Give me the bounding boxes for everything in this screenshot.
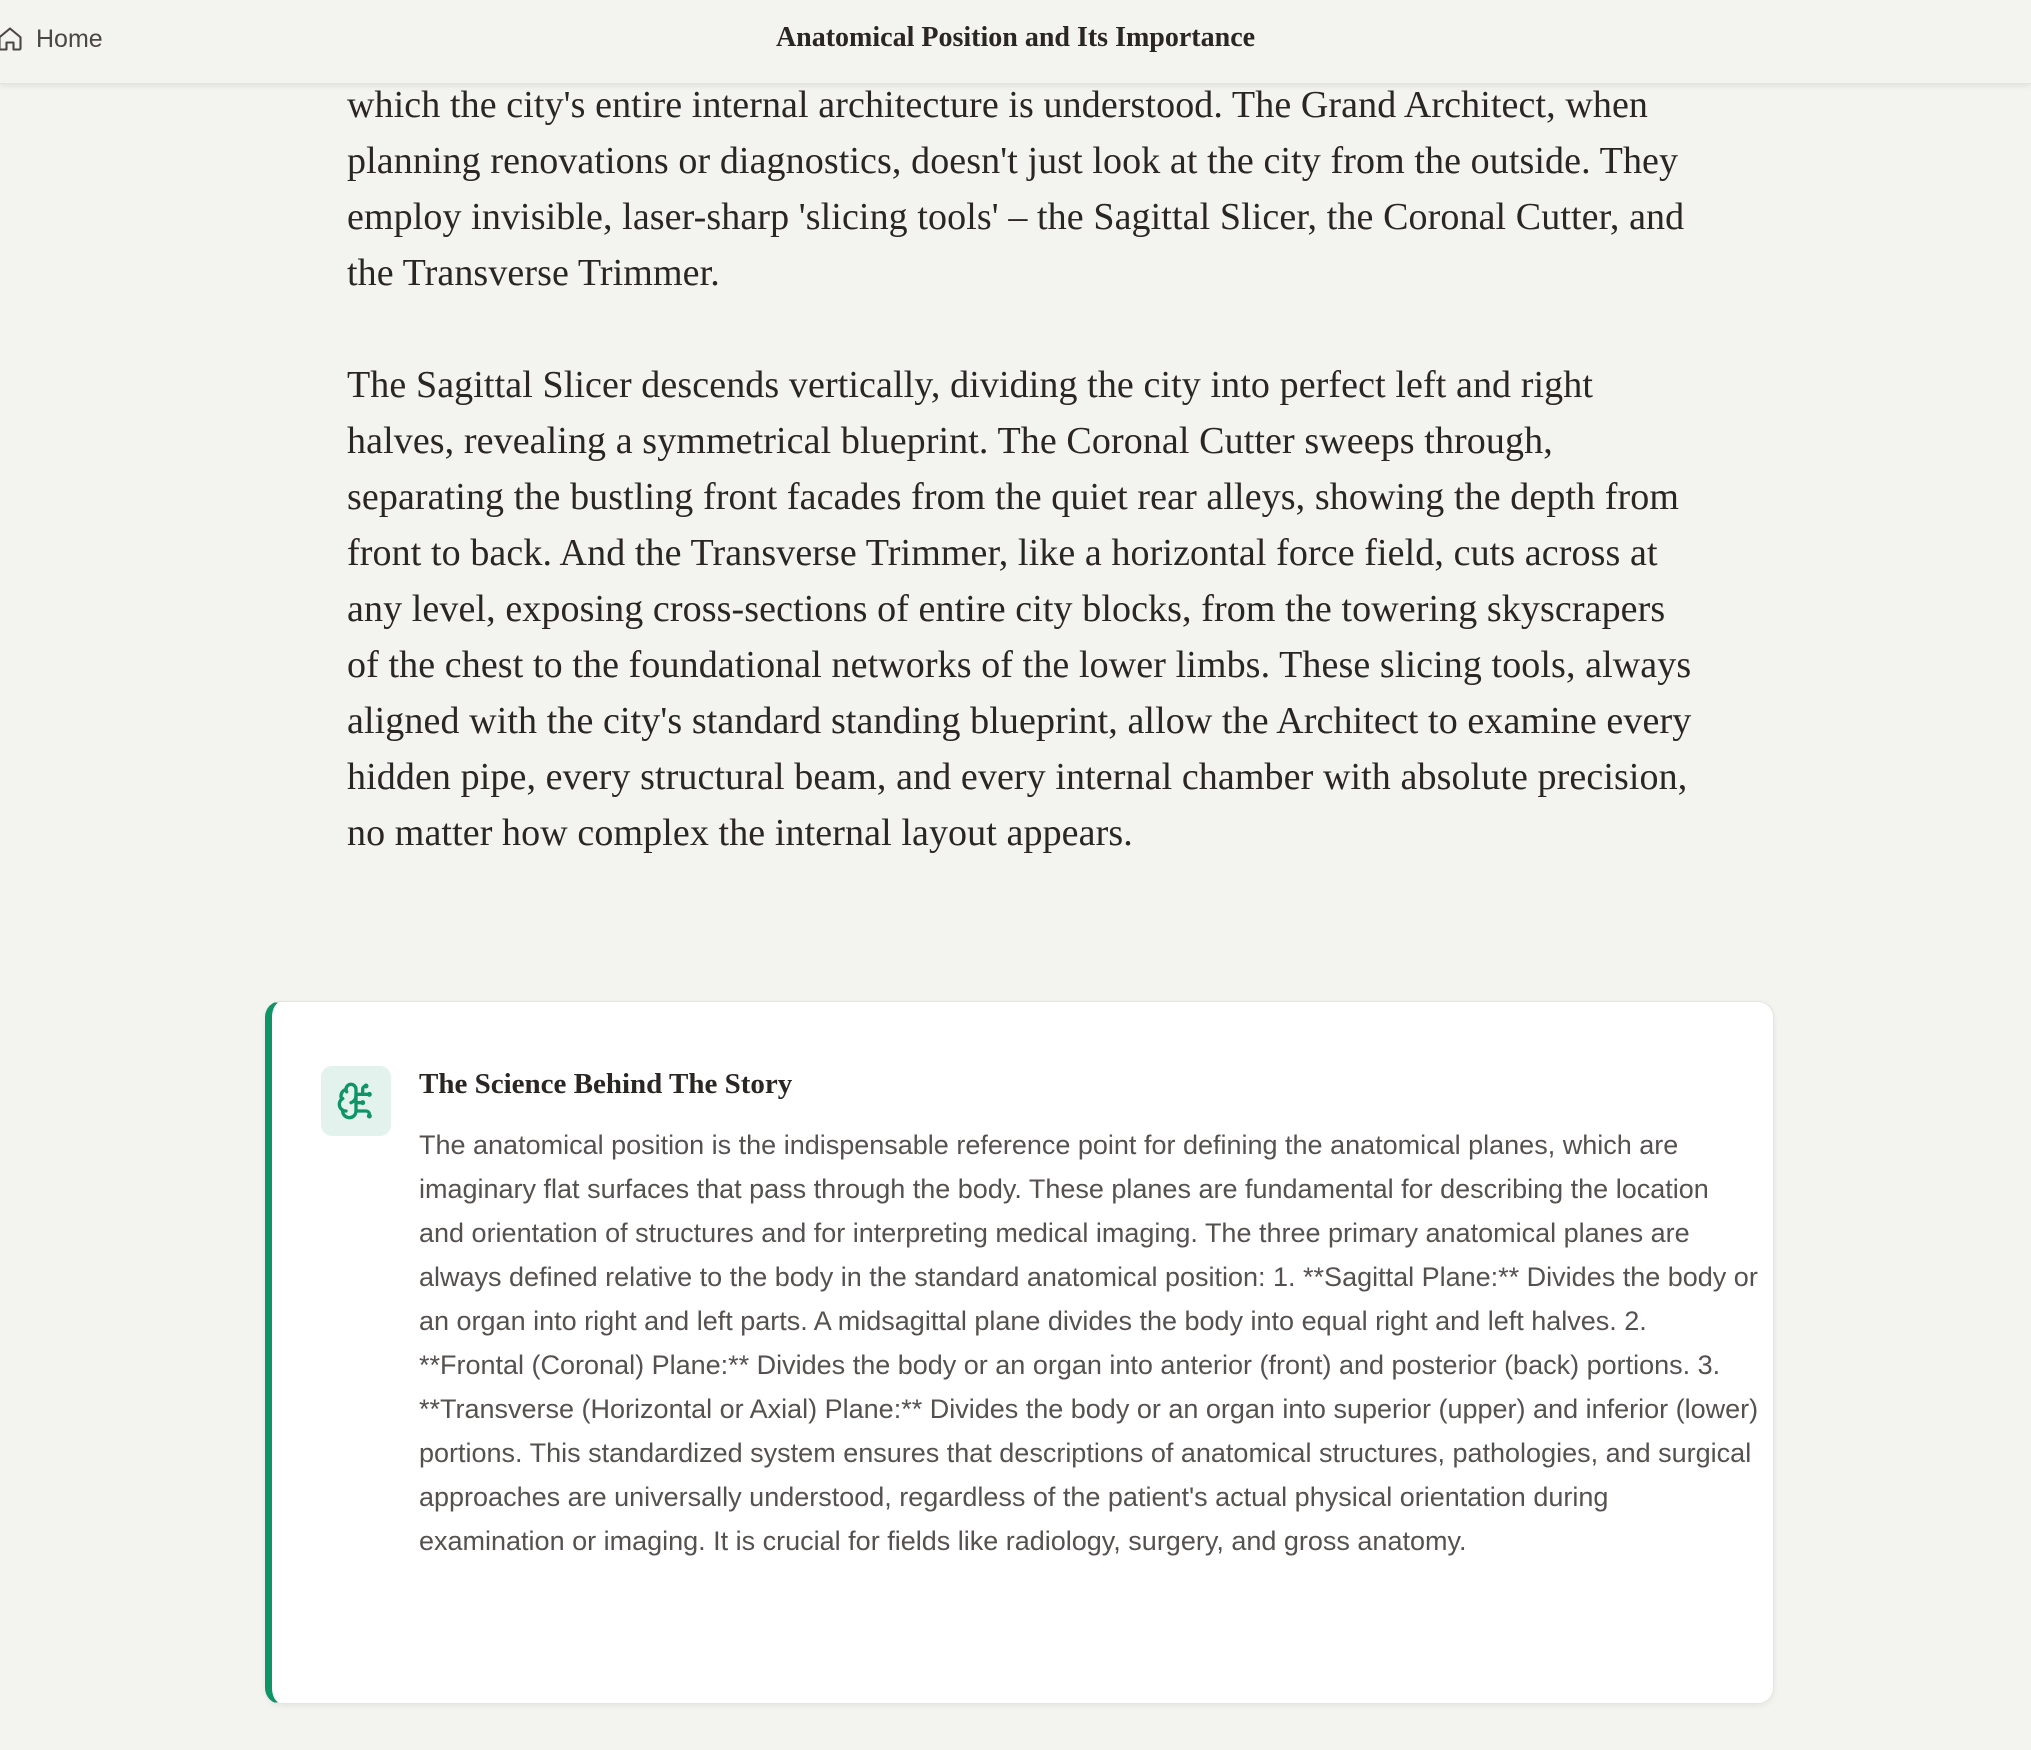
top-bar	[0, 0, 2031, 84]
card-title: The Science Behind The Story	[419, 1068, 793, 1100]
home-label: Home	[36, 24, 103, 53]
card-body-text: The anatomical position is the indispensable reference point for defining the anatomical planes, which are imaginary flat surfaces that pass through the body. These planes are fundamental for describing the location and orientation of structures and for interpreting medical imaging. The three primary anatomical planes are always defined relative to the body in the standard anatomical position: 1. **Sagittal Plane:** Divides the body or an organ into right and left parts. A midsagittal plane divides the body into equal right and left halves. 2. **Frontal (Coronal) Plane:** Divides the body or an organ into anterior (front) and posterior (back) portions. 3. **Transverse (Horizontal or Axial) Plane:** Divides the body or an organ into superior (upper) and inferior (lower) portions. This standardized system ensures that descriptions of anatomical structures, pathologies, and surgical approaches are universally understood, regardless of the patient's actual physical orientation during examination or imaging. It is crucial for fields like radiology, surgery, and gross anatomy.	[419, 1130, 1759, 1556]
card-icon-container	[321, 1066, 391, 1136]
science-behind-story-card	[265, 1001, 1774, 1704]
page-title: Anatomical Position and Its Importance	[775, 22, 1256, 53]
story-paragraph: which the city's entire internal architecture is understood. The Grand Architect, when planning renovations or diagnostics, doesn't just look at the city from the outside. They employ invisible, laser-sharp 'slicing tools' – the Sagittal Slicer, the Coronal Cutter, and the Transverse Trimmer.	[347, 84, 1685, 294]
brain-circuit-icon	[336, 1081, 376, 1121]
story-content	[347, 77, 1697, 917]
story-paragraph: The Sagittal Slicer descends vertically, dividing the city into perfect left and right halves, revealing a symmetrical blueprint. The Coronal Cutter sweeps through, separating the bustling front facades from the quiet rear alleys, showing the depth from front to back. And the Transverse Trimmer, like a horizontal force field, cuts across at any level, exposing cross-sections of entire city blocks, from the towering skyscrapers of the chest to the foundational networks of the lower limbs. These slicing tools, always aligned with the city's standard standing blueprint, allow the Architect to examine every hidden pipe, every structural beam, and every internal chamber with absolute precision, no matter how complex the internal layout appears.	[347, 364, 1692, 854]
